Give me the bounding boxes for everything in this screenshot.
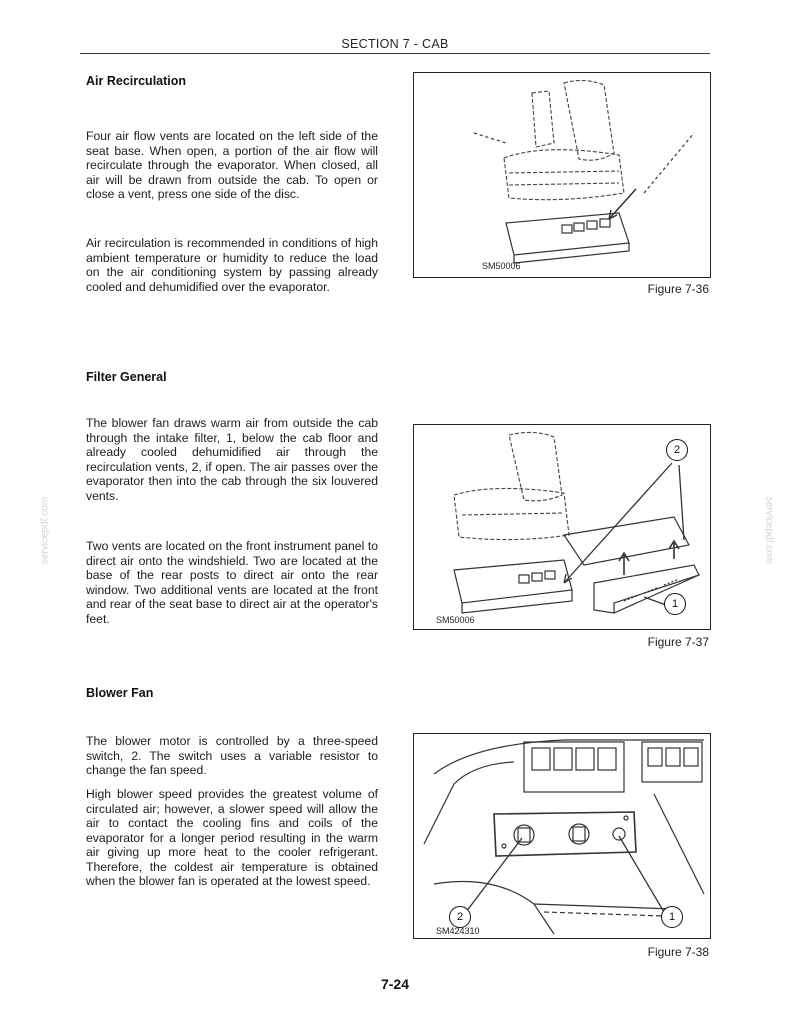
blower-fan-paragraph-1: The blower motor is controlled by a three-speed switch, 2. The switch uses a variable resistor to change the fan speed. [86, 734, 378, 777]
air-recirculation-paragraph-1: Four air flow vents are located on the left side of the seat base. When open, a portion of the air flow will recirculate through the evaporator. When closed, all air will be drawn from outside the cab. To open or close a vent, press one side of the disc. [86, 129, 378, 201]
figure-7-37-code: SM50006 [436, 615, 475, 625]
heading-air-recirculation: Air Recirculation [86, 74, 187, 88]
filter-general-paragraph-1: The blower fan draws warm air from outside the cab through the intake filter, 1, below the cab floor and already cooled dehumidified air through the recirculation vents, 2, if open. The air passes over the evaporator then into the cab through the six louvered vents. [86, 416, 378, 503]
header-divider [80, 53, 710, 54]
heading-filter-general: Filter General [86, 370, 167, 384]
watermark-left: servicepdf.com [39, 496, 51, 565]
figure-7-36 [413, 72, 711, 278]
heading-blower-fan: Blower Fan [86, 686, 154, 700]
figure-7-36-code: SM50006 [482, 261, 521, 271]
callout-1: 1 [664, 593, 686, 615]
callout-1: 1 [661, 906, 683, 928]
filter-general-paragraph-2: Two vents are located on the front instrument panel to direct air onto the windshield. Two are located at the base of the rear posts to direct air onto the rear window. Two additional vents are located at the front and rear of the seat base to direct air at the operator's feet. [86, 539, 378, 626]
figure-7-37 [413, 424, 711, 630]
section-header: SECTION 7 - CAB [341, 37, 449, 51]
figure-7-38-code: SM424310 [436, 926, 480, 936]
watermark-right: servicepdf.com [763, 496, 775, 565]
page-number: 7-24 [380, 976, 410, 992]
figure-7-38-caption: Figure 7-38 [647, 945, 709, 959]
figure-7-38 [413, 733, 711, 939]
blower-fan-paragraph-2: High blower speed provides the greatest volume of circulated air; however, a slower speed will allow the air to contact the cooling fins and coils of the evaporator for a longer period resulting in the warm air giving up more heat to the cooler refrigerant. Therefore, the coldest air temperature is obtained when the blower fan is operated at the lowest speed. [86, 787, 378, 888]
air-recirculation-paragraph-2: Air recirculation is recommended in conditions of high ambient temperature or humidity to reduce the load on the air conditioning system by passing already cooled and dehumidified over the evaporator. [86, 236, 378, 294]
figure-7-36-caption: Figure 7-36 [647, 282, 709, 296]
figure-7-37-caption: Figure 7-37 [647, 635, 709, 649]
callout-2: 2 [449, 906, 471, 928]
callout-2: 2 [666, 439, 688, 461]
seat-base-illustration [414, 73, 710, 277]
